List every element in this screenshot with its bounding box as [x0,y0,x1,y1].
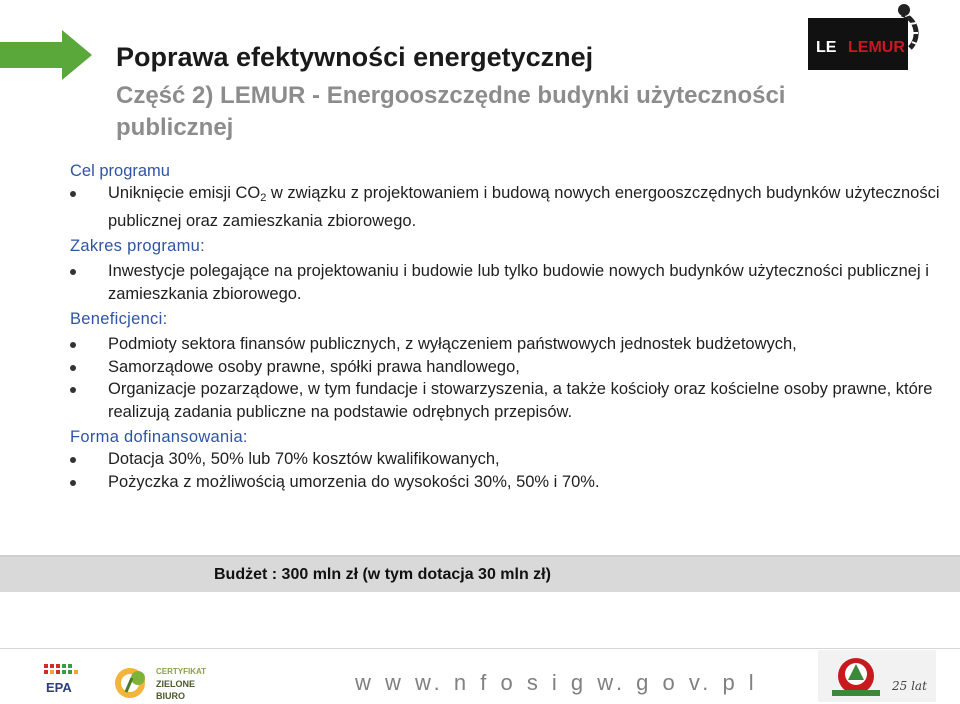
list-item: Inwestycje polegające na projektowaniu i budowie lub tylko budowie nowych budynków użyteczności publicznej i zamieszkania zbiorowego. [70,260,950,305]
beneficjenci-list [70,333,950,423]
bullet-icon [70,387,76,393]
program-content [70,160,950,493]
section-heading-forma: Forma dofinansowania: [70,428,248,446]
anniversary-text: 25 lat [892,679,927,693]
bullet-icon [70,342,76,348]
cel-list [70,182,950,232]
list-item: Organizacje pozarządowe, w tym fundacje i stowarzyszenia, a także kościoły oraz kościelne osoby prawne, które realizują zadania publiczne na podstawie odrębnych przepisów. [70,378,950,423]
bullet-icon [70,191,76,197]
bullet-icon [70,480,76,486]
bullet-icon [70,365,76,371]
epa-logo [38,662,90,702]
list-item: Samorządowe osoby prawne, spółki prawa handlowego, [70,356,950,379]
nfosigw-25-lat-logo [818,650,936,702]
svg-text:LE: LE [816,39,837,56]
bullet-icon [70,457,76,463]
section-heading-zakres: Zakres programu: [70,237,206,255]
section-heading-beneficjenci: Beneficjenci: [70,310,168,328]
list-item: Dotacja 30%, 50% lub 70% kosztów kwalifikowanych, [70,448,950,471]
list-item: Podmioty sektora finansów publicznych, z wyłączeniem państwowych jednostek budżetowych, [70,333,950,356]
page-title: Poprawa efektywności energetycznej [116,42,594,72]
bullet-icon [70,269,76,275]
section-heading-cel: Cel programu [70,162,170,180]
zakres-list [70,260,950,305]
page-subtitle: Część 2) LEMUR - Energooszczędne budynki użyteczności publicznej [116,82,786,141]
lemur-logo [806,2,924,72]
budget-bar [0,555,960,592]
forma-list [70,448,950,493]
epa-logo-text: EPA [46,680,72,695]
lemur-logo-text: LEMUR [848,39,905,56]
certificate-label: CERTYFIKAT ZIELONE BIURO [156,667,207,701]
footer-divider [0,648,960,649]
list-item: Pożyczka z możliwością umorzenia do wysokości 30%, 50% i 70%. [70,471,950,494]
list-item: Uniknięcie emisji CO2 w związku z projektowaniem i budową nowych energooszczędnych budynków użyteczności publicznej oraz zamieszkania zbiorowego. [70,182,950,232]
green-arrow-icon [0,30,95,80]
budget-text: Budżet : 300 mln zł (w tym dotacja 30 mln zł) [214,566,551,583]
website-url[interactable]: w w w. n f o s i g w. g o v. p l [355,670,758,695]
